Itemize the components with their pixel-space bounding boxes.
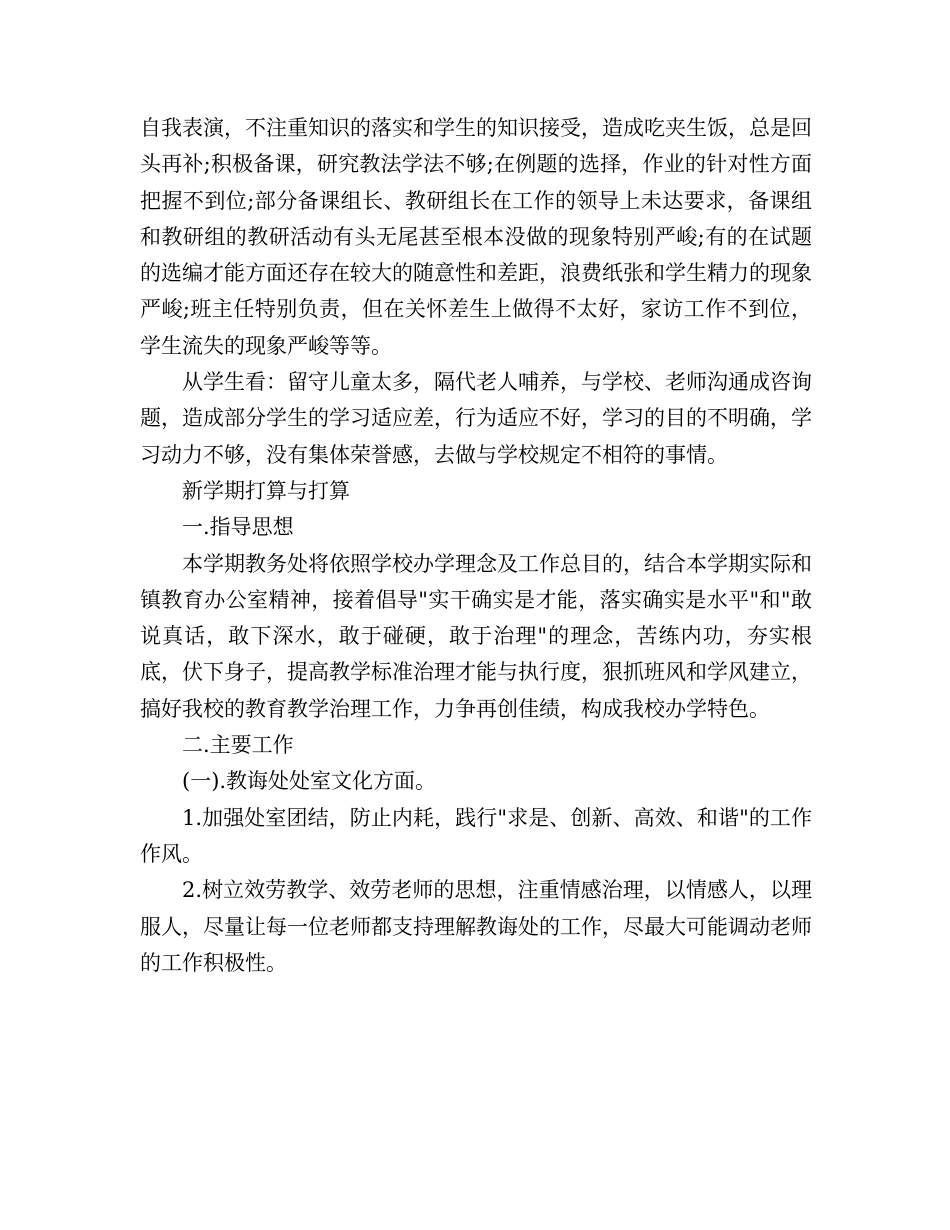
- section-heading-guiding-thought: 一.指导思想: [182, 515, 294, 540]
- paragraph-student-issues: 从学生看：留守儿童太多，隔代老人哺养，与学校、老师沟通成咨询题，造成部分学生的学习适应差，行为适应不好，学习的目的不明确，学习动力不够，没有集体荣誉感，去做与学校规定不相符的事情。: [140, 370, 812, 467]
- list-item-service-mindset: 2.树立效劳教学、效劳老师的思想，注重情感治理，以情感人，以理服人，尽量让每一位老师都支持理解教诲处的工作，尽最大可能调动老师的工作积极性。: [140, 878, 812, 975]
- list-item-strengthen-unity: 1.加强处室团结，防止内耗，践行"求是、创新、高效、和谐"的工作作风。: [140, 805, 812, 866]
- paragraph-teacher-issues: 自我表演，不注重知识的落实和学生的知识接受，造成吃夹生饭，总是回头再补;积极备课，研究教法学法不够;在例题的选择，作业的针对性方面把握不到位;部分备课组长、教研组长在工作的领导上未达要求，备课组和教研组的教研活动有头无尾甚至根本没做的现象特别严峻;有的在试题的选编才能方面还存在较大的随意性和差距，浪费纸张和学生精力的现象严峻;班主任特别负责，但在关怀差生上做得不太好，家访工作不到位，学生流失的现象严峻等等。: [140, 116, 812, 358]
- subsection-heading-office-culture: (一).教诲处处室文化方面。: [182, 769, 437, 794]
- section-heading-main-work: 二.主要工作: [182, 733, 294, 758]
- section-heading-new-semester-plan: 新学期打算与打算: [182, 478, 350, 503]
- paragraph-guiding-thought: 本学期教务处将依照学校办学理念及工作总目的，结合本学期实际和镇教育办公室精神，接着倡导"实干确实是才能，落实确实是水平"和"敢说真话，敢下深水，敢于碰硬，敢于治理"的理念，苦练内功，夯实根底，伏下身子，提高教学标准治理才能与执行度，狠抓班风和学风建立，搞好我校的教育教学治理工作，力争再创佳绩，构成我校办学特色。: [140, 551, 812, 721]
- document-body: [140, 110, 812, 981]
